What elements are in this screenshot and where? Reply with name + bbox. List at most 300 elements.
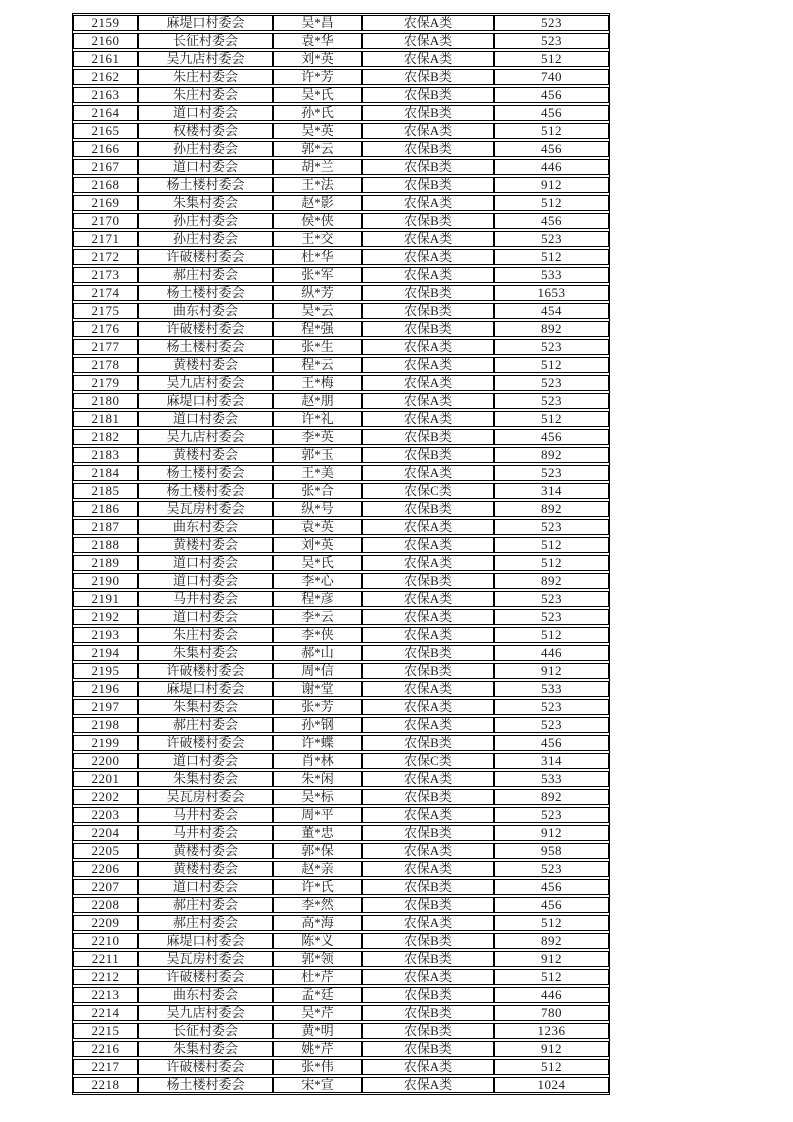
cell-serial: 2173 [73, 267, 138, 283]
cell-serial: 2177 [73, 339, 138, 355]
cell-amount: 523 [494, 15, 609, 31]
cell-name: 李*侠 [273, 627, 362, 643]
cell-category: 农保B类 [362, 141, 494, 157]
table-row [73, 969, 609, 985]
cell-village: 杨土楼村委会 [138, 1077, 273, 1093]
cell-name: 郭*云 [273, 141, 362, 157]
cell-village: 郝庄村委会 [138, 267, 273, 283]
cell-name: 吴*昌 [273, 15, 362, 31]
cell-name: 高*海 [273, 915, 362, 931]
cell-amount: 1024 [494, 1077, 609, 1093]
table-row [73, 33, 609, 49]
cell-serial: 2176 [73, 321, 138, 337]
cell-village: 郝庄村委会 [138, 897, 273, 913]
table-row [73, 573, 609, 589]
cell-village: 长征村委会 [138, 33, 273, 49]
cell-serial: 2208 [73, 897, 138, 913]
cell-category: 农保A类 [362, 1077, 494, 1093]
cell-amount: 1653 [494, 285, 609, 301]
cell-category: 农保A类 [362, 591, 494, 607]
cell-name: 孟*廷 [273, 987, 362, 1003]
cell-serial: 2212 [73, 969, 138, 985]
cell-name: 纵*芳 [273, 285, 362, 301]
cell-serial: 2195 [73, 663, 138, 679]
table-row [73, 933, 609, 949]
cell-amount: 512 [494, 249, 609, 265]
cell-serial: 2160 [73, 33, 138, 49]
cell-village: 孙庄村委会 [138, 231, 273, 247]
cell-village: 吴九店村委会 [138, 429, 273, 445]
cell-village: 杨土楼村委会 [138, 177, 273, 193]
cell-category: 农保B类 [362, 177, 494, 193]
cell-serial: 2171 [73, 231, 138, 247]
cell-serial: 2199 [73, 735, 138, 751]
table-row [73, 807, 609, 823]
cell-village: 吴瓦房村委会 [138, 501, 273, 517]
cell-amount: 512 [494, 123, 609, 139]
table-row [73, 1041, 609, 1057]
cell-category: 农保A类 [362, 717, 494, 733]
cell-category: 农保C类 [362, 483, 494, 499]
table-row [73, 897, 609, 913]
cell-name: 董*忠 [273, 825, 362, 841]
cell-category: 农保B类 [362, 573, 494, 589]
cell-serial: 2216 [73, 1041, 138, 1057]
cell-village: 朱集村委会 [138, 645, 273, 661]
cell-serial: 2198 [73, 717, 138, 733]
cell-category: 农保A类 [362, 969, 494, 985]
cell-serial: 2185 [73, 483, 138, 499]
cell-amount: 523 [494, 591, 609, 607]
table-body [73, 15, 609, 1093]
cell-amount: 958 [494, 843, 609, 859]
cell-serial: 2178 [73, 357, 138, 373]
cell-village: 杨土楼村委会 [138, 465, 273, 481]
cell-amount: 892 [494, 789, 609, 805]
cell-serial: 2203 [73, 807, 138, 823]
table-row [73, 411, 609, 427]
table-row [73, 1077, 609, 1093]
cell-village: 杨土楼村委会 [138, 339, 273, 355]
cell-amount: 446 [494, 159, 609, 175]
cell-serial: 2168 [73, 177, 138, 193]
cell-village: 马井村委会 [138, 825, 273, 841]
cell-category: 农保A类 [362, 249, 494, 265]
table-row [73, 1005, 609, 1021]
cell-name: 张*生 [273, 339, 362, 355]
cell-name: 许*芳 [273, 69, 362, 85]
cell-category: 农保A类 [362, 123, 494, 139]
cell-serial: 2169 [73, 195, 138, 211]
table-row [73, 735, 609, 751]
cell-village: 黄楼村委会 [138, 357, 273, 373]
table-row [73, 627, 609, 643]
cell-amount: 456 [494, 213, 609, 229]
table-row [73, 393, 609, 409]
cell-village: 长征村委会 [138, 1023, 273, 1039]
cell-amount: 523 [494, 807, 609, 823]
cell-serial: 2184 [73, 465, 138, 481]
table-row [73, 249, 609, 265]
cell-amount: 446 [494, 987, 609, 1003]
cell-name: 李*云 [273, 609, 362, 625]
table-row [73, 231, 609, 247]
cell-serial: 2197 [73, 699, 138, 715]
cell-serial: 2192 [73, 609, 138, 625]
cell-amount: 314 [494, 483, 609, 499]
cell-village: 郝庄村委会 [138, 717, 273, 733]
cell-amount: 523 [494, 231, 609, 247]
cell-name: 刘*英 [273, 51, 362, 67]
cell-name: 程*强 [273, 321, 362, 337]
cell-serial: 2215 [73, 1023, 138, 1039]
cell-name: 赵*影 [273, 195, 362, 211]
cell-amount: 512 [494, 411, 609, 427]
table-row [73, 843, 609, 859]
cell-name: 肖*林 [273, 753, 362, 769]
cell-category: 农保B类 [362, 879, 494, 895]
cell-name: 郭*保 [273, 843, 362, 859]
table-row [73, 951, 609, 967]
cell-category: 农保A类 [362, 519, 494, 535]
cell-category: 农保A类 [362, 627, 494, 643]
table-row [73, 717, 609, 733]
cell-village: 曲东村委会 [138, 303, 273, 319]
cell-name: 程*云 [273, 357, 362, 373]
table-row [73, 87, 609, 103]
cell-category: 农保A类 [362, 15, 494, 31]
cell-amount: 892 [494, 573, 609, 589]
cell-amount: 456 [494, 141, 609, 157]
cell-village: 许破楼村委会 [138, 1059, 273, 1075]
cell-category: 农保A类 [362, 393, 494, 409]
cell-name: 王*法 [273, 177, 362, 193]
cell-village: 吴瓦房村委会 [138, 789, 273, 805]
cell-village: 麻堤口村委会 [138, 681, 273, 697]
table-row [73, 339, 609, 355]
cell-category: 农保A类 [362, 555, 494, 571]
cell-village: 许破楼村委会 [138, 321, 273, 337]
table-row [73, 789, 609, 805]
cell-serial: 2190 [73, 573, 138, 589]
cell-amount: 780 [494, 1005, 609, 1021]
cell-name: 周*信 [273, 663, 362, 679]
cell-name: 杜*华 [273, 249, 362, 265]
cell-amount: 456 [494, 897, 609, 913]
cell-name: 吴*标 [273, 789, 362, 805]
cell-serial: 2196 [73, 681, 138, 697]
cell-serial: 2211 [73, 951, 138, 967]
cell-amount: 512 [494, 627, 609, 643]
cell-serial: 2204 [73, 825, 138, 841]
cell-category: 农保B类 [362, 105, 494, 121]
cell-serial: 2166 [73, 141, 138, 157]
table-row [73, 987, 609, 1003]
cell-serial: 2191 [73, 591, 138, 607]
table-row [73, 609, 609, 625]
cell-serial: 2181 [73, 411, 138, 427]
table-row [73, 267, 609, 283]
cell-village: 权楼村委会 [138, 123, 273, 139]
cell-serial: 2194 [73, 645, 138, 661]
cell-name: 郭*玉 [273, 447, 362, 463]
cell-category: 农保A类 [362, 339, 494, 355]
cell-serial: 2170 [73, 213, 138, 229]
cell-amount: 512 [494, 969, 609, 985]
cell-category: 农保A类 [362, 465, 494, 481]
cell-name: 郭*领 [273, 951, 362, 967]
table-row [73, 51, 609, 67]
cell-name: 吴*云 [273, 303, 362, 319]
cell-name: 周*平 [273, 807, 362, 823]
cell-serial: 2174 [73, 285, 138, 301]
cell-amount: 523 [494, 717, 609, 733]
cell-amount: 912 [494, 177, 609, 193]
cell-village: 朱集村委会 [138, 195, 273, 211]
cell-village: 孙庄村委会 [138, 141, 273, 157]
cell-category: 农保A类 [362, 861, 494, 877]
cell-category: 农保B类 [362, 1023, 494, 1039]
cell-village: 吴九店村委会 [138, 51, 273, 67]
table-row [73, 123, 609, 139]
table-row [73, 753, 609, 769]
cell-amount: 512 [494, 537, 609, 553]
cell-village: 道口村委会 [138, 411, 273, 427]
cell-serial: 2183 [73, 447, 138, 463]
cell-amount: 912 [494, 825, 609, 841]
cell-village: 道口村委会 [138, 105, 273, 121]
cell-name: 袁*英 [273, 519, 362, 535]
cell-amount: 912 [494, 951, 609, 967]
cell-village: 郝庄村委会 [138, 915, 273, 931]
cell-village: 吴九店村委会 [138, 375, 273, 391]
cell-amount: 523 [494, 699, 609, 715]
cell-name: 张*军 [273, 267, 362, 283]
cell-serial: 2200 [73, 753, 138, 769]
table-row [73, 861, 609, 877]
cell-name: 程*彦 [273, 591, 362, 607]
cell-serial: 2193 [73, 627, 138, 643]
table-row [73, 915, 609, 931]
cell-serial: 2218 [73, 1077, 138, 1093]
cell-serial: 2163 [73, 87, 138, 103]
table-row [73, 555, 609, 571]
cell-amount: 912 [494, 663, 609, 679]
cell-amount: 456 [494, 105, 609, 121]
cell-category: 农保B类 [362, 87, 494, 103]
cell-category: 农保B类 [362, 951, 494, 967]
table-outer-border [72, 13, 610, 1095]
cell-village: 黄楼村委会 [138, 861, 273, 877]
cell-category: 农保A类 [362, 807, 494, 823]
cell-category: 农保A类 [362, 33, 494, 49]
cell-village: 许破楼村委会 [138, 735, 273, 751]
cell-category: 农保A类 [362, 699, 494, 715]
table-row [73, 537, 609, 553]
table-row [73, 645, 609, 661]
cell-name: 赵*朋 [273, 393, 362, 409]
cell-serial: 2186 [73, 501, 138, 517]
table-row [73, 15, 609, 31]
cell-serial: 2175 [73, 303, 138, 319]
table-row [73, 429, 609, 445]
cell-category: 农保B类 [362, 735, 494, 751]
table-row [73, 663, 609, 679]
cell-name: 吴*氏 [273, 87, 362, 103]
cell-name: 王*交 [273, 231, 362, 247]
cell-name: 许*氏 [273, 879, 362, 895]
table-row [73, 699, 609, 715]
cell-name: 李*然 [273, 897, 362, 913]
cell-name: 王*梅 [273, 375, 362, 391]
cell-serial: 2213 [73, 987, 138, 1003]
cell-village: 吴九店村委会 [138, 1005, 273, 1021]
cell-name: 许*礼 [273, 411, 362, 427]
table-row [73, 447, 609, 463]
cell-amount: 892 [494, 501, 609, 517]
cell-serial: 2182 [73, 429, 138, 445]
table-row [73, 195, 609, 211]
cell-category: 农保B类 [362, 447, 494, 463]
cell-name: 刘*英 [273, 537, 362, 553]
cell-serial: 2161 [73, 51, 138, 67]
cell-amount: 523 [494, 609, 609, 625]
cell-village: 马井村委会 [138, 591, 273, 607]
cell-amount: 740 [494, 69, 609, 85]
cell-amount: 512 [494, 555, 609, 571]
cell-category: 农保B类 [362, 645, 494, 661]
cell-category: 农保A类 [362, 195, 494, 211]
table-row [73, 825, 609, 841]
cell-category: 农保A类 [362, 51, 494, 67]
cell-village: 朱集村委会 [138, 771, 273, 787]
cell-name: 宋*宣 [273, 1077, 362, 1093]
cell-serial: 2164 [73, 105, 138, 121]
cell-category: 农保A类 [362, 267, 494, 283]
cell-village: 麻堤口村委会 [138, 393, 273, 409]
cell-name: 姚*芹 [273, 1041, 362, 1057]
cell-village: 杨土楼村委会 [138, 483, 273, 499]
cell-amount: 523 [494, 339, 609, 355]
cell-serial: 2159 [73, 15, 138, 31]
cell-category: 农保B类 [362, 1005, 494, 1021]
cell-category: 农保A类 [362, 915, 494, 931]
cell-village: 道口村委会 [138, 609, 273, 625]
cell-category: 农保A类 [362, 375, 494, 391]
cell-category: 农保B类 [362, 897, 494, 913]
cell-category: 农保A类 [362, 1059, 494, 1075]
cell-name: 许*蝶 [273, 735, 362, 751]
cell-amount: 892 [494, 933, 609, 949]
cell-village: 朱庄村委会 [138, 69, 273, 85]
cell-amount: 314 [494, 753, 609, 769]
cell-name: 胡*兰 [273, 159, 362, 175]
cell-village: 孙庄村委会 [138, 213, 273, 229]
cell-name: 朱*闲 [273, 771, 362, 787]
table-row [73, 879, 609, 895]
cell-category: 农保B类 [362, 789, 494, 805]
table-row [73, 105, 609, 121]
cell-amount: 454 [494, 303, 609, 319]
cell-category: 农保B类 [362, 987, 494, 1003]
cell-category: 农保A类 [362, 537, 494, 553]
table-row [73, 681, 609, 697]
cell-name: 黄*明 [273, 1023, 362, 1039]
cell-amount: 523 [494, 375, 609, 391]
cell-amount: 512 [494, 357, 609, 373]
cell-village: 麻堤口村委会 [138, 933, 273, 949]
cell-amount: 446 [494, 645, 609, 661]
cell-village: 道口村委会 [138, 159, 273, 175]
cell-category: 农保A类 [362, 843, 494, 859]
cell-amount: 892 [494, 447, 609, 463]
cell-village: 黄楼村委会 [138, 537, 273, 553]
cell-village: 曲东村委会 [138, 519, 273, 535]
cell-serial: 2206 [73, 861, 138, 877]
cell-name: 李*英 [273, 429, 362, 445]
cell-category: 农保B类 [362, 213, 494, 229]
cell-name: 李*心 [273, 573, 362, 589]
table-row [73, 303, 609, 319]
cell-name: 孙*钢 [273, 717, 362, 733]
cell-serial: 2202 [73, 789, 138, 805]
cell-village: 吴瓦房村委会 [138, 951, 273, 967]
cell-village: 许破楼村委会 [138, 969, 273, 985]
cell-village: 道口村委会 [138, 555, 273, 571]
cell-serial: 2179 [73, 375, 138, 391]
cell-category: 农保A类 [362, 771, 494, 787]
table-row [73, 213, 609, 229]
cell-village: 朱庄村委会 [138, 87, 273, 103]
cell-category: 农保B类 [362, 285, 494, 301]
cell-name: 孙*氏 [273, 105, 362, 121]
cell-amount: 533 [494, 681, 609, 697]
cell-amount: 456 [494, 879, 609, 895]
table-row [73, 1059, 609, 1075]
cell-category: 农保A类 [362, 681, 494, 697]
table-row [73, 771, 609, 787]
cell-serial: 2165 [73, 123, 138, 139]
cell-amount: 523 [494, 861, 609, 877]
cell-serial: 2214 [73, 1005, 138, 1021]
cell-serial: 2210 [73, 933, 138, 949]
cell-serial: 2207 [73, 879, 138, 895]
cell-village: 马井村委会 [138, 807, 273, 823]
cell-serial: 2162 [73, 69, 138, 85]
cell-amount: 512 [494, 1059, 609, 1075]
cell-amount: 456 [494, 735, 609, 751]
cell-category: 农保B类 [362, 303, 494, 319]
table-row [73, 141, 609, 157]
cell-village: 许破楼村委会 [138, 249, 273, 265]
table-row [73, 357, 609, 373]
cell-amount: 533 [494, 771, 609, 787]
cell-name: 陈*义 [273, 933, 362, 949]
cell-name: 吴*氏 [273, 555, 362, 571]
cell-amount: 523 [494, 393, 609, 409]
cell-serial: 2187 [73, 519, 138, 535]
table-row [73, 501, 609, 517]
table-row [73, 285, 609, 301]
cell-category: 农保B类 [362, 159, 494, 175]
cell-amount: 512 [494, 51, 609, 67]
cell-serial: 2201 [73, 771, 138, 787]
cell-village: 麻堤口村委会 [138, 15, 273, 31]
cell-name: 吴*芹 [273, 1005, 362, 1021]
cell-name: 王*美 [273, 465, 362, 481]
cell-serial: 2189 [73, 555, 138, 571]
cell-village: 朱集村委会 [138, 699, 273, 715]
